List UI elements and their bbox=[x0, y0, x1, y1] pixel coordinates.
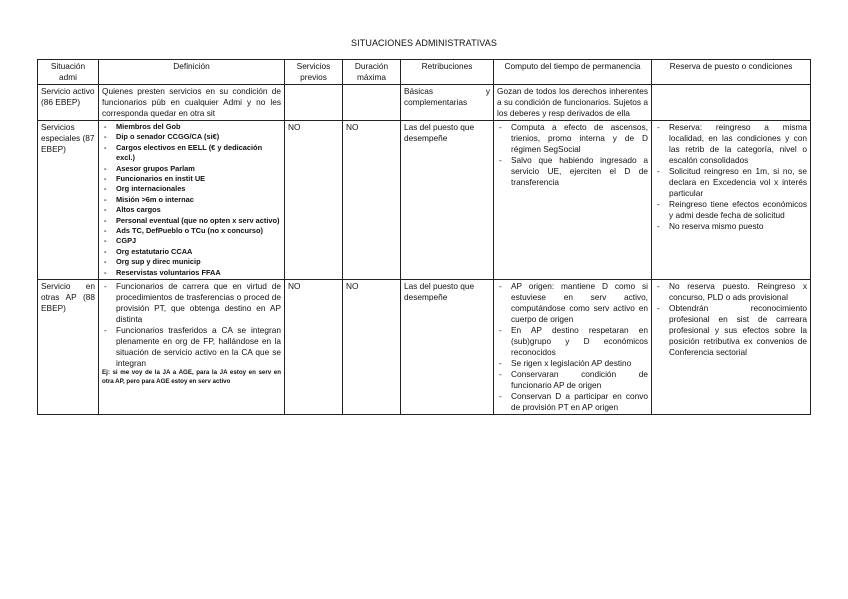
list-item: - Computa a efecto de ascensos, trienios, promo interna y de D régimen SegSocial bbox=[511, 122, 648, 155]
list-item: - Ads TC, DefPueblo o TCu (no x concurso) bbox=[116, 226, 281, 236]
list-item: - Reservistas voluntarios FFAA bbox=[116, 268, 281, 278]
cell-duracion bbox=[343, 85, 401, 121]
list-item: - Obtendrán reconocimiento profesional en sist de carreara profesional y sus efectos sobre la posición retributiva ex convenios de Conferencia sectorial bbox=[669, 303, 807, 358]
header-servicios-previos: Servicios previos bbox=[285, 60, 343, 85]
cell-definicion: Quienes presten servicios en su condición de funcionarios púb en cualquier Admi y no les corresponda quedar en otra sit bbox=[99, 85, 285, 121]
list-item: - AP origen: mantiene D como si estuviese en serv activo, computándose como serv activo en cuerpo de origen bbox=[511, 281, 648, 325]
list-item: - No reserva mismo puesto bbox=[669, 221, 807, 232]
header-definicion: Definición bbox=[99, 60, 285, 85]
table-header-row bbox=[38, 60, 811, 85]
cell-retribuciones: Las del puesto que desempeñe bbox=[401, 121, 494, 280]
table-row bbox=[38, 85, 811, 121]
list-item: - Reingreso tiene efectos económicos y admi desde fecha de solicitud bbox=[669, 199, 807, 221]
list-item: - Conservaran condición de funcionario AP de origen bbox=[511, 369, 648, 391]
list-item: - Miembros del Gob bbox=[116, 122, 281, 132]
list-item: - Se rigen x legislación AP destino bbox=[511, 358, 648, 369]
computo-list bbox=[497, 281, 648, 413]
list-item: - Personal eventual (que no opten x serv activo) bbox=[116, 216, 281, 226]
header-reserva: Reserva de puesto o condiciones bbox=[652, 60, 811, 85]
definicion-list bbox=[102, 122, 281, 278]
situaciones-table bbox=[37, 59, 811, 415]
list-item: - Dip o senador CCGG/CA (si€) bbox=[116, 132, 281, 142]
reserva-list bbox=[655, 281, 807, 358]
cell-reserva bbox=[652, 280, 811, 415]
list-item: - Org estatutario CCAA bbox=[116, 247, 281, 257]
list-item: - CGPJ bbox=[116, 236, 281, 246]
cell-definicion bbox=[99, 280, 285, 415]
cell-situacion: Servicio activo (86 EBEP) bbox=[38, 85, 99, 121]
header-retribuciones: Retribuciones bbox=[401, 60, 494, 85]
cell-servicios bbox=[285, 85, 343, 121]
reserva-list bbox=[655, 122, 807, 232]
cell-computo bbox=[494, 121, 652, 280]
list-item: - Reserva: reingreso a misma localidad, en las condiciones y con las retrib de la categoría, nivel o escalón consolidados bbox=[669, 122, 807, 166]
cell-situacion: Servicios especiales (87 EBEP) bbox=[38, 121, 99, 280]
cell-computo bbox=[494, 280, 652, 415]
cell-duracion: NO bbox=[343, 280, 401, 415]
list-item: - Altos cargos bbox=[116, 205, 281, 215]
cell-servicios: NO bbox=[285, 280, 343, 415]
cell-situacion: Servicio en otras AP (88 EBEP) bbox=[38, 280, 99, 415]
cell-computo: Gozan de todos los derechos inherentes a su condición de funcionarios. Sujetos a los deberes y resp derivados de ella bbox=[494, 85, 652, 121]
definicion-note: Ej: si me voy de la JA a AGE, para la JA estoy en serv en otra AP, pero para AGE estoy en serv activo bbox=[102, 369, 281, 385]
list-item: - Salvo que habiendo ingresado a servicio UE, ejerciten el D de transferencia bbox=[511, 155, 648, 188]
table-row bbox=[38, 280, 811, 415]
cell-servicios: NO bbox=[285, 121, 343, 280]
list-item: - Misión >6m o internac bbox=[116, 195, 281, 205]
cell-retribuciones: Básicas y complementarias bbox=[401, 85, 494, 121]
list-item: - Asesor grupos Parlam bbox=[116, 164, 281, 174]
header-situacion: Situación admi bbox=[38, 60, 99, 85]
table-row bbox=[38, 121, 811, 280]
list-item: - Conservan D a participar en convo de provisión PT en AP origen bbox=[511, 391, 648, 413]
cell-duracion: NO bbox=[343, 121, 401, 280]
list-item: - Funcionarios trasferidos a CA se integran plenamente en org de FP, hallándose en la situación de servicio activo en la CA que se integran bbox=[116, 325, 281, 369]
list-item: - Solicitud reingreso en 1m, si no, se declara en Excedencia vol x interés particular bbox=[669, 166, 807, 199]
page-title: SITUACIONES ADMINISTRATIVAS bbox=[351, 38, 497, 48]
header-computo: Computo del tiempo de permanencia bbox=[494, 60, 652, 85]
list-item: - No reserva puesto. Reingreso x concurso, PLD o ads provisional bbox=[669, 281, 807, 303]
list-item: - Cargos electivos en EELL (€ y dedicación excl.) bbox=[116, 143, 281, 164]
list-item: - En AP destino respetaran en (sub)grupo y D económicos reconocidos bbox=[511, 325, 648, 358]
list-item: - Org sup y direc municip bbox=[116, 257, 281, 267]
list-item: - Org internacionales bbox=[116, 184, 281, 194]
computo-list bbox=[497, 122, 648, 188]
list-item: - Funcionarios de carrera que en virtud de procedimientos de trasferencias o proced de provisión PT, que obtenga destino en AP distinta bbox=[116, 281, 281, 325]
cell-reserva bbox=[652, 85, 811, 121]
cell-retribuciones: Las del puesto que desempeñe bbox=[401, 280, 494, 415]
header-duracion-maxima: Duración máxima bbox=[343, 60, 401, 85]
cell-definicion bbox=[99, 121, 285, 280]
definicion-list bbox=[102, 281, 281, 369]
list-item: - Funcionarios en instit UE bbox=[116, 174, 281, 184]
cell-reserva bbox=[652, 121, 811, 280]
